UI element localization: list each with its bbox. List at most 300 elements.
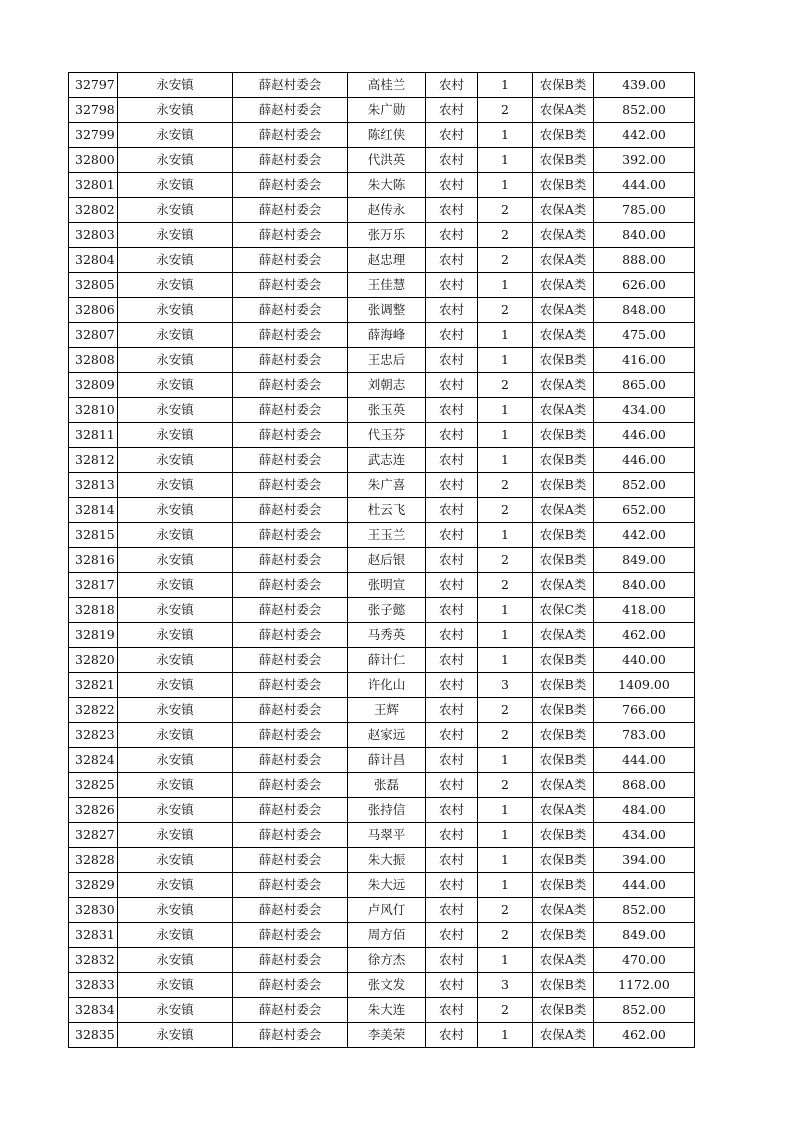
table-row [69,548,695,573]
name-cell: 刘朝志 [348,373,426,398]
table-row [69,298,695,323]
name-cell: 赵家远 [348,723,426,748]
town-cell: 永安镇 [118,998,233,1023]
table-row [69,398,695,423]
area-type-cell: 农村 [426,373,478,398]
row-id-cell: 32823 [69,723,118,748]
area-type-cell: 农村 [426,523,478,548]
table-row [69,123,695,148]
household-count-cell: 1 [478,73,533,98]
row-id-cell: 32831 [69,923,118,948]
row-id-cell: 32799 [69,123,118,148]
area-type-cell: 农村 [426,198,478,223]
area-type-cell: 农村 [426,798,478,823]
town-cell: 永安镇 [118,973,233,998]
row-id-cell: 32801 [69,173,118,198]
amount-cell: 444.00 [594,873,695,898]
town-cell: 永安镇 [118,648,233,673]
household-count-cell: 2 [478,373,533,398]
household-count-cell: 2 [478,298,533,323]
table-row [69,798,695,823]
area-type-cell: 农村 [426,423,478,448]
name-cell: 武志连 [348,448,426,473]
amount-cell: 462.00 [594,623,695,648]
town-cell: 永安镇 [118,123,233,148]
amount-cell: 444.00 [594,173,695,198]
amount-cell: 852.00 [594,898,695,923]
insurance-category-cell: 农保A类 [533,323,594,348]
town-cell: 永安镇 [118,748,233,773]
household-count-cell: 2 [478,723,533,748]
row-id-cell: 32826 [69,798,118,823]
row-id-cell: 32811 [69,423,118,448]
area-type-cell: 农村 [426,548,478,573]
village-committee-cell: 薛赵村委会 [233,198,348,223]
name-cell: 王佳慧 [348,273,426,298]
amount-cell: 462.00 [594,1023,695,1048]
town-cell: 永安镇 [118,473,233,498]
table-body [69,73,695,1048]
insurance-category-cell: 农保A类 [533,898,594,923]
insurance-category-cell: 农保B类 [533,173,594,198]
name-cell: 张磊 [348,773,426,798]
table-row [69,448,695,473]
row-id-cell: 32833 [69,973,118,998]
village-committee-cell: 薛赵村委会 [233,173,348,198]
town-cell: 永安镇 [118,173,233,198]
row-id-cell: 32814 [69,498,118,523]
town-cell: 永安镇 [118,773,233,798]
village-committee-cell: 薛赵村委会 [233,648,348,673]
household-count-cell: 2 [478,923,533,948]
area-type-cell: 农村 [426,748,478,773]
row-id-cell: 32810 [69,398,118,423]
amount-cell: 444.00 [594,748,695,773]
name-cell: 周方佰 [348,923,426,948]
table-row [69,1023,695,1048]
insurance-category-cell: 农保B类 [533,748,594,773]
insurance-category-cell: 农保A类 [533,373,594,398]
household-count-cell: 1 [478,448,533,473]
name-cell: 朱大振 [348,848,426,873]
insurance-category-cell: 农保B类 [533,148,594,173]
village-committee-cell: 薛赵村委会 [233,773,348,798]
amount-cell: 475.00 [594,323,695,348]
table-row [69,73,695,98]
village-committee-cell: 薛赵村委会 [233,273,348,298]
household-count-cell: 1 [478,423,533,448]
name-cell: 卢风仃 [348,898,426,923]
row-id-cell: 32816 [69,548,118,573]
insurance-category-cell: 农保B类 [533,523,594,548]
area-type-cell: 农村 [426,248,478,273]
row-id-cell: 32800 [69,148,118,173]
village-committee-cell: 薛赵村委会 [233,898,348,923]
town-cell: 永安镇 [118,423,233,448]
table-row [69,573,695,598]
area-type-cell: 农村 [426,148,478,173]
household-count-cell: 1 [478,523,533,548]
insurance-category-cell: 农保A类 [533,623,594,648]
household-count-cell: 1 [478,173,533,198]
insurance-category-cell: 农保B类 [533,348,594,373]
household-count-cell: 1 [478,273,533,298]
village-committee-cell: 薛赵村委会 [233,923,348,948]
village-committee-cell: 薛赵村委会 [233,973,348,998]
table-row [69,598,695,623]
village-committee-cell: 薛赵村委会 [233,848,348,873]
row-id-cell: 32832 [69,948,118,973]
town-cell: 永安镇 [118,323,233,348]
area-type-cell: 农村 [426,948,478,973]
town-cell: 永安镇 [118,148,233,173]
area-type-cell: 农村 [426,598,478,623]
table-row [69,173,695,198]
town-cell: 永安镇 [118,598,233,623]
amount-cell: 442.00 [594,123,695,148]
insurance-category-cell: 农保B类 [533,973,594,998]
name-cell: 朱大远 [348,873,426,898]
table-row [69,423,695,448]
row-id-cell: 32797 [69,73,118,98]
table-row [69,723,695,748]
row-id-cell: 32805 [69,273,118,298]
amount-cell: 852.00 [594,998,695,1023]
area-type-cell: 农村 [426,1023,478,1048]
area-type-cell: 农村 [426,923,478,948]
table-row [69,198,695,223]
row-id-cell: 32813 [69,473,118,498]
household-count-cell: 2 [478,698,533,723]
insurance-category-cell: 农保A类 [533,948,594,973]
row-id-cell: 32827 [69,823,118,848]
town-cell: 永安镇 [118,848,233,873]
amount-cell: 849.00 [594,548,695,573]
household-count-cell: 1 [478,948,533,973]
household-count-cell: 2 [478,223,533,248]
town-cell: 永安镇 [118,948,233,973]
amount-cell: 840.00 [594,223,695,248]
insurance-category-cell: 农保B类 [533,423,594,448]
amount-cell: 470.00 [594,948,695,973]
table-row [69,373,695,398]
village-committee-cell: 薛赵村委会 [233,423,348,448]
insurance-category-cell: 农保A类 [533,198,594,223]
name-cell: 张调整 [348,298,426,323]
name-cell: 王玉兰 [348,523,426,548]
household-count-cell: 1 [478,148,533,173]
village-committee-cell: 薛赵村委会 [233,1023,348,1048]
name-cell: 高桂兰 [348,73,426,98]
village-committee-cell: 薛赵村委会 [233,373,348,398]
village-committee-cell: 薛赵村委会 [233,98,348,123]
row-id-cell: 32808 [69,348,118,373]
insurance-category-cell: 农保B类 [533,923,594,948]
amount-cell: 852.00 [594,473,695,498]
town-cell: 永安镇 [118,223,233,248]
household-count-cell: 1 [478,823,533,848]
area-type-cell: 农村 [426,223,478,248]
village-committee-cell: 薛赵村委会 [233,73,348,98]
household-count-cell: 1 [478,873,533,898]
area-type-cell: 农村 [426,398,478,423]
household-count-cell: 1 [478,748,533,773]
name-cell: 朱广勋 [348,98,426,123]
household-count-cell: 1 [478,848,533,873]
row-id-cell: 32804 [69,248,118,273]
town-cell: 永安镇 [118,373,233,398]
amount-cell: 848.00 [594,298,695,323]
name-cell: 马秀英 [348,623,426,648]
household-count-cell: 1 [478,348,533,373]
area-type-cell: 农村 [426,848,478,873]
town-cell: 永安镇 [118,523,233,548]
insurance-category-cell: 农保B类 [533,698,594,723]
amount-cell: 416.00 [594,348,695,373]
name-cell: 薛计仁 [348,648,426,673]
insurance-category-cell: 农保A类 [533,573,594,598]
row-id-cell: 32828 [69,848,118,873]
household-count-cell: 1 [478,123,533,148]
village-committee-cell: 薛赵村委会 [233,673,348,698]
name-cell: 朱大陈 [348,173,426,198]
insurance-category-cell: 农保A类 [533,798,594,823]
area-type-cell: 农村 [426,623,478,648]
insurance-category-cell: 农保B类 [533,473,594,498]
area-type-cell: 农村 [426,73,478,98]
amount-cell: 418.00 [594,598,695,623]
household-count-cell: 2 [478,498,533,523]
row-id-cell: 32820 [69,648,118,673]
insurance-category-cell: 农保B类 [533,673,594,698]
village-committee-cell: 薛赵村委会 [233,498,348,523]
row-id-cell: 32809 [69,373,118,398]
village-committee-cell: 薛赵村委会 [233,723,348,748]
name-cell: 张子懿 [348,598,426,623]
name-cell: 代玉芬 [348,423,426,448]
area-type-cell: 农村 [426,823,478,848]
name-cell: 徐方杰 [348,948,426,973]
household-count-cell: 1 [478,323,533,348]
name-cell: 李美荣 [348,1023,426,1048]
area-type-cell: 农村 [426,448,478,473]
village-committee-cell: 薛赵村委会 [233,298,348,323]
name-cell: 赵传永 [348,198,426,223]
amount-cell: 1172.00 [594,973,695,998]
town-cell: 永安镇 [118,448,233,473]
row-id-cell: 32824 [69,748,118,773]
household-count-cell: 3 [478,973,533,998]
town-cell: 永安镇 [118,898,233,923]
amount-cell: 868.00 [594,773,695,798]
table-row [69,973,695,998]
insurance-category-cell: 农保B类 [533,873,594,898]
table-row [69,323,695,348]
table-row [69,623,695,648]
insurance-category-cell: 农保A类 [533,98,594,123]
row-id-cell: 32803 [69,223,118,248]
amount-cell: 446.00 [594,448,695,473]
insurance-category-cell: 农保B类 [533,723,594,748]
village-committee-cell: 薛赵村委会 [233,473,348,498]
name-cell: 张万乐 [348,223,426,248]
town-cell: 永安镇 [118,248,233,273]
row-id-cell: 32834 [69,998,118,1023]
insurance-category-cell: 农保A类 [533,498,594,523]
row-id-cell: 32835 [69,1023,118,1048]
insurance-category-cell: 农保A类 [533,298,594,323]
insurance-category-cell: 农保B类 [533,648,594,673]
table-row [69,498,695,523]
name-cell: 张明宣 [348,573,426,598]
name-cell: 马翠平 [348,823,426,848]
household-count-cell: 2 [478,573,533,598]
amount-cell: 484.00 [594,798,695,823]
household-count-cell: 3 [478,673,533,698]
town-cell: 永安镇 [118,548,233,573]
row-id-cell: 32806 [69,298,118,323]
village-committee-cell: 薛赵村委会 [233,873,348,898]
town-cell: 永安镇 [118,198,233,223]
insurance-category-cell: 农保B类 [533,73,594,98]
insurance-category-cell: 农保B类 [533,448,594,473]
table-row [69,248,695,273]
amount-cell: 392.00 [594,148,695,173]
area-type-cell: 农村 [426,298,478,323]
village-committee-cell: 薛赵村委会 [233,573,348,598]
town-cell: 永安镇 [118,573,233,598]
name-cell: 王辉 [348,698,426,723]
name-cell: 薛计昌 [348,748,426,773]
household-count-cell: 2 [478,898,533,923]
area-type-cell: 农村 [426,573,478,598]
amount-cell: 783.00 [594,723,695,748]
name-cell: 杜云飞 [348,498,426,523]
amount-cell: 1409.00 [594,673,695,698]
amount-cell: 766.00 [594,698,695,723]
name-cell: 陈红侠 [348,123,426,148]
village-committee-cell: 薛赵村委会 [233,323,348,348]
town-cell: 永安镇 [118,623,233,648]
area-type-cell: 农村 [426,873,478,898]
table-row [69,348,695,373]
row-id-cell: 32818 [69,598,118,623]
town-cell: 永安镇 [118,798,233,823]
village-committee-cell: 薛赵村委会 [233,998,348,1023]
village-committee-cell: 薛赵村委会 [233,523,348,548]
row-id-cell: 32807 [69,323,118,348]
household-count-cell: 2 [478,998,533,1023]
amount-cell: 865.00 [594,373,695,398]
town-cell: 永安镇 [118,273,233,298]
insurance-category-cell: 农保A类 [533,773,594,798]
insurance-category-cell: 农保A类 [533,248,594,273]
town-cell: 永安镇 [118,498,233,523]
household-count-cell: 1 [478,648,533,673]
amount-cell: 626.00 [594,273,695,298]
household-count-cell: 2 [478,548,533,573]
row-id-cell: 32798 [69,98,118,123]
village-committee-cell: 薛赵村委会 [233,948,348,973]
insurance-category-cell: 农保A类 [533,273,594,298]
household-count-cell: 2 [478,773,533,798]
village-committee-cell: 薛赵村委会 [233,823,348,848]
name-cell: 赵后银 [348,548,426,573]
area-type-cell: 农村 [426,973,478,998]
table-row [69,698,695,723]
amount-cell: 394.00 [594,848,695,873]
table-row [69,998,695,1023]
name-cell: 代洪英 [348,148,426,173]
row-id-cell: 32822 [69,698,118,723]
amount-cell: 849.00 [594,923,695,948]
table-row [69,223,695,248]
household-count-cell: 2 [478,98,533,123]
insurance-category-cell: 农保B类 [533,998,594,1023]
name-cell: 薛海峰 [348,323,426,348]
row-id-cell: 32817 [69,573,118,598]
village-committee-cell: 薛赵村委会 [233,798,348,823]
table-row [69,673,695,698]
insurance-category-cell: 农保A类 [533,1023,594,1048]
area-type-cell: 农村 [426,498,478,523]
row-id-cell: 32815 [69,523,118,548]
amount-cell: 888.00 [594,248,695,273]
insurance-category-cell: 农保C类 [533,598,594,623]
amount-cell: 840.00 [594,573,695,598]
name-cell: 张持信 [348,798,426,823]
amount-cell: 440.00 [594,648,695,673]
area-type-cell: 农村 [426,898,478,923]
name-cell: 许化山 [348,673,426,698]
village-committee-cell: 薛赵村委会 [233,548,348,573]
area-type-cell: 农村 [426,273,478,298]
amount-cell: 652.00 [594,498,695,523]
insurance-category-cell: 农保B类 [533,823,594,848]
table-row [69,523,695,548]
village-committee-cell: 薛赵村委会 [233,398,348,423]
town-cell: 永安镇 [118,348,233,373]
insurance-category-cell: 农保A类 [533,223,594,248]
row-id-cell: 32812 [69,448,118,473]
town-cell: 永安镇 [118,1023,233,1048]
household-count-cell: 2 [478,198,533,223]
insurance-category-cell: 农保B类 [533,848,594,873]
town-cell: 永安镇 [118,673,233,698]
area-type-cell: 农村 [426,473,478,498]
table-row [69,823,695,848]
insurance-category-cell: 农保B类 [533,123,594,148]
table-row [69,898,695,923]
area-type-cell: 农村 [426,323,478,348]
household-count-cell: 2 [478,473,533,498]
household-count-cell: 1 [478,598,533,623]
area-type-cell: 农村 [426,773,478,798]
area-type-cell: 农村 [426,698,478,723]
table-row [69,148,695,173]
town-cell: 永安镇 [118,298,233,323]
row-id-cell: 32802 [69,198,118,223]
household-count-cell: 2 [478,248,533,273]
amount-cell: 446.00 [594,423,695,448]
row-id-cell: 32819 [69,623,118,648]
village-committee-cell: 薛赵村委会 [233,598,348,623]
table-row [69,473,695,498]
name-cell: 朱大连 [348,998,426,1023]
table-row [69,98,695,123]
town-cell: 永安镇 [118,698,233,723]
town-cell: 永安镇 [118,873,233,898]
